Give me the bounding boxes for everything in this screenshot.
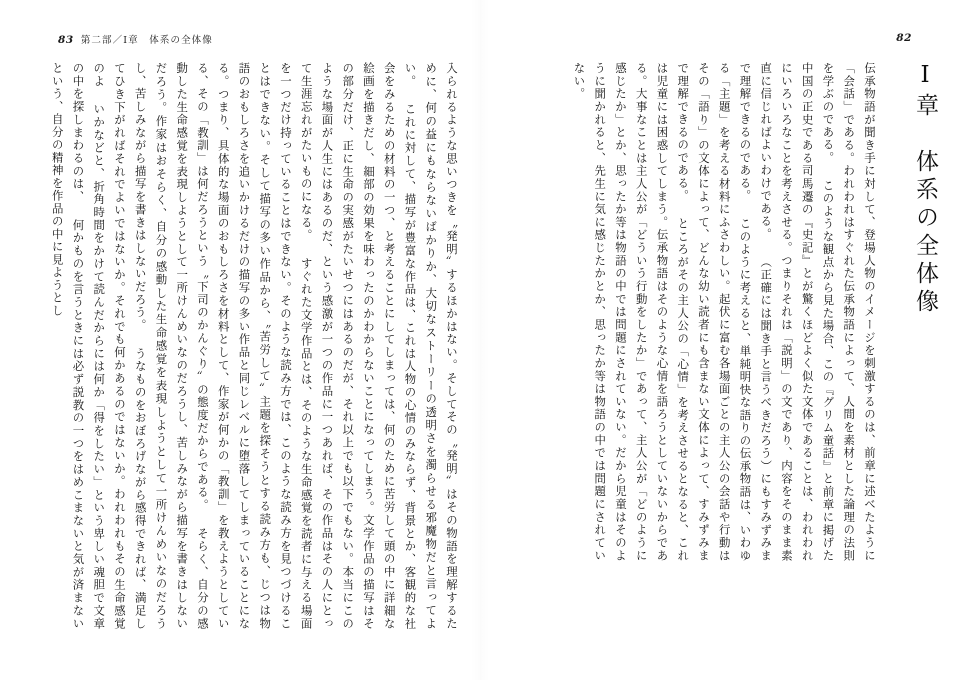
left-running-head: [58, 35, 213, 46]
chapter-title: I章 体系の全体像: [912, 62, 938, 317]
left-page-folio: 83: [58, 34, 74, 46]
right-page-folio: 82: [896, 32, 912, 44]
left-running-head-caption: 第二部／I章 体系の全体像: [80, 35, 213, 46]
left-page-body-text: 入られるような思いつきを〝発明〟するほかはない。そしてその〝発明〟はその物語を理解するために、何の益にもならないばかりか、大切なストーリーの透明さを濁らせる邪魔物だと言ってよい。 これに対して、描写が豊富な作品は、これは人物の心情のみならず、背景とか、客観的な社会をみるための材料の一つ、と考えることにしてしまっては、何のために苦労して頭の中に詳細な絵画を描きだし、細部の効果を味わったのかわからないことになってしまう。文学作品の描写はその部分だけ、正に生命の実感がたいせつにはあるのだが、それ以上でも以下でもない。本当にこのような場面が人生にはあるのだ、という感激が一つの作品に一つあれば、その作品はその人にとって生涯忘れがたいものになる。 すぐれた文学作品とは、そのような生命感覚を読者に与える場面を一つだけ持っていることはできない。そのような読み方では、このような読み方を見つづけることはできない。そして描写の多い作品から、〝苦労して〟主題を探そうとする読み方も、じつは物語のおもしろさを追いかけるだけの描写の多い作品と同じレベルに堕落してしまっていることになる。つまり、具体的な場面のおもしろさを材料として、作家が何かの「教訓」を教えようとしている、その「教訓」は何だろうという〝下司のかんぐり〟の態度だからである。 そらく、自分の感動した生命感覚を表現しようとして一所けんめいなのだろうし、苦しみながら描写を書きはしないだろう。作家はおそらく、自分の感動した生命感覚を表現しようとして一所けんめいなのだろうし、苦しみながら描写を書きはしないだろう。 うなものをおぼろげながら感得できれば、満足してひき下がればそれでよいではないか。それでも何かあるのではないか。われわれもその生命感覚のよ いかなどと、折角時間をかけて読んだからには何か「得をしたい」という卑しい魂胆で文章の中を探しまわるのは、 何かものを言うときには必ず説教の一つをはめこまないと気が済まないという、自分の精神を作品の中に見ようとし: [50, 62, 459, 630]
right-page: [480, 0, 960, 680]
right-page-body-text: 伝承物語が聞き手に対して、登場人物のイメージを刺激するのは、前章に述べたように「会話」である。われわれはすぐれた伝承物語によって、人間を素材とした論理の法則を学ぶのである。 このような観点から見た場合、この『グリム童話』と前章に掲げた中国の正史である司馬遷の『史記』とが驚くほどよく似た文体であることは、われわれにいろいろなことを考えさせる。つまりそれは「説明」の文であり、内容をそのまま素直に信じればよいわけである。 （正確には聞き手と言うべきだろう）にもすみずみまで理解できるのである。 このように考えると、単純明快な語りの伝承物語は、いわゆる「主題」を考える材料にふさわしい。起伏に富む各場面ごとの主人公の会話や行動はその「語り」の文体によって、どんな幼い読者にも含まない文体によって、すみずみまで理解できるのである。 ところがその主人公の「心情」を考えさせるとなると、これは児童には困惑してしまう。伝承物語はそのような心情を語ろうとしていないからである。大事なことは主人公が「どういう行動をしたか」であって、主人公が「どのように感じたか」とか、思ったか等は物語の中では問題にされていない。だから児童はそのように聞かれると、先生に気に感じたかとか、思ったか等は物語の中では問題にされていない。: [572, 62, 877, 562]
right-running-head: [896, 33, 912, 44]
